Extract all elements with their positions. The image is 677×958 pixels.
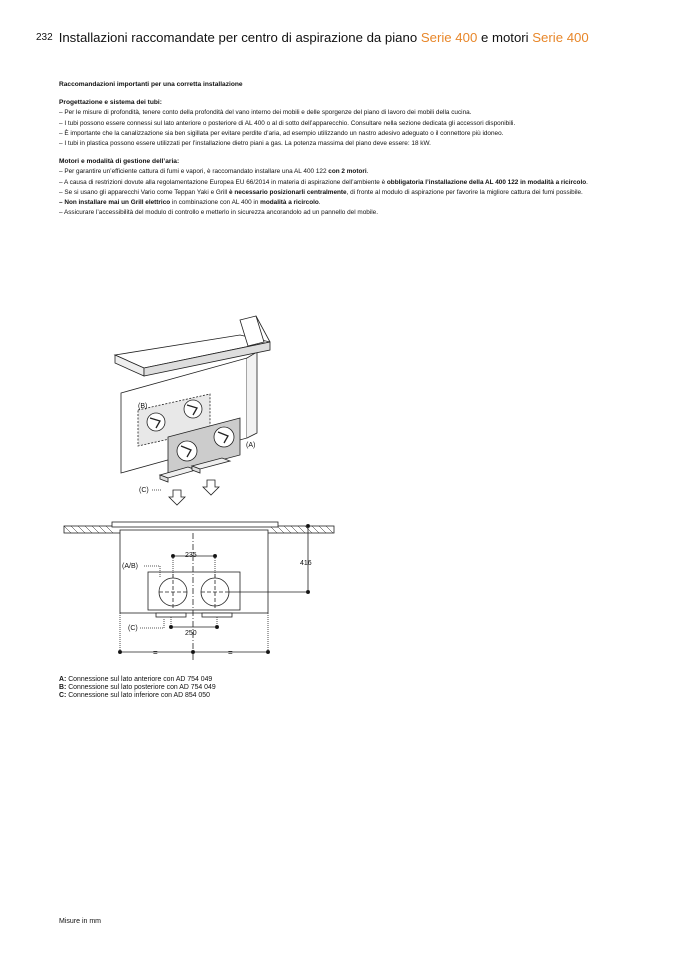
page-title <box>59 30 589 45</box>
series-label-1: Serie 400 <box>420 30 478 45</box>
page-number: 232 <box>36 32 53 43</box>
label-c: (C) <box>139 487 149 494</box>
connection-legend <box>59 676 216 701</box>
section-view <box>64 522 334 662</box>
planning-item-3: – È importante che la canalizzazione sia ben sigillata per evitare perdite d’aria, ad esempio utilizzando un nastro adesivo adeguato o il connettore più idoneo. <box>59 129 504 137</box>
section-planning-title: Progettazione e sistema dei tubi: <box>59 99 162 107</box>
isometric-view <box>115 316 270 505</box>
planning-item-4: – I tubi in plastica possono essere utilizzati per l’installazione dietro piani a gas. La potenza massima del piano deve essere: 18 kW. <box>59 140 431 148</box>
units-note: Misure in mm <box>59 918 102 925</box>
motors-item-3: – Se si usano gli apparecchi Vario come Teppan Yaki e Grill è necessario posizionarli centralmente, di fronte al modulo di aspirazione per favorire la migliore cattura dei fumi possibile. <box>59 188 583 196</box>
motors-item-2: – A causa di restrizioni dovute alla regolamentazione Europea EU 66/2014 in materia di aspirazione dell’ambiente è obbligatoria l’installazione della AL 400 122 in modalità a ricircolo. <box>59 178 588 186</box>
legend-item-b: B: Connessione sul lato posteriore con AD 754 049 <box>59 684 216 692</box>
dim-equal-right: = <box>228 648 233 657</box>
label-b: (B) <box>138 403 148 410</box>
installation-diagram <box>60 300 350 675</box>
recommendations-heading: Raccomandazioni importanti per una corretta installazione <box>59 81 243 88</box>
dim-235: 235 <box>185 552 197 559</box>
label-a: (A) <box>246 442 256 449</box>
series-label-2: Serie 400 <box>532 30 589 45</box>
motors-item-1: – Per garantire un’efficiente cattura di fumi e vapori, è raccomandato installare una AL 400 122 con 2 motori. <box>59 168 369 176</box>
title-part-1: Installazioni raccomandate per centro di aspirazione da piano <box>58 30 421 45</box>
section-planning <box>59 98 649 149</box>
label-ab: (A/B) <box>122 563 138 570</box>
dim-equal-left: = <box>153 648 158 657</box>
title-part-2: e motori <box>477 30 533 45</box>
motors-item-5: – Assicurare l’accessibilità del modulo di controllo e metterlo in sicurezza ancorandolo ad un pannello del mobile. <box>59 209 378 217</box>
section-motors <box>59 157 649 218</box>
recommendations <box>59 80 649 226</box>
motors-item-4: – Non installare mai un Grill elettrico in combinazione con AL 400 in modalità a ricircolo. <box>59 199 321 207</box>
dim-250: 250 <box>185 630 197 637</box>
label-c-section: (C) <box>128 625 138 632</box>
planning-item-2: – I tubi possono essere connessi sul lato anteriore o posteriore di AL 400 o al di sotto dell’apparecchio. Consultare nella sezione dedicata gli accessori disponibili. <box>59 119 516 127</box>
section-motors-title: Motori e modalità di gestione dell’aria: <box>59 158 180 166</box>
legend-item-a: A: Connessione sul lato anteriore con AD 754 049 <box>59 676 213 683</box>
page-header <box>36 29 589 47</box>
dim-416: 416 <box>300 560 312 567</box>
legend-item-c: C: Connessione sul lato inferiore con AD 854 050 <box>59 692 210 700</box>
planning-item-1: – Per le misure di profondità, tenere conto della profondità del vano interno dei mobili e delle sporgenze del piano di lavoro dei mobili della cucina. <box>59 109 472 117</box>
